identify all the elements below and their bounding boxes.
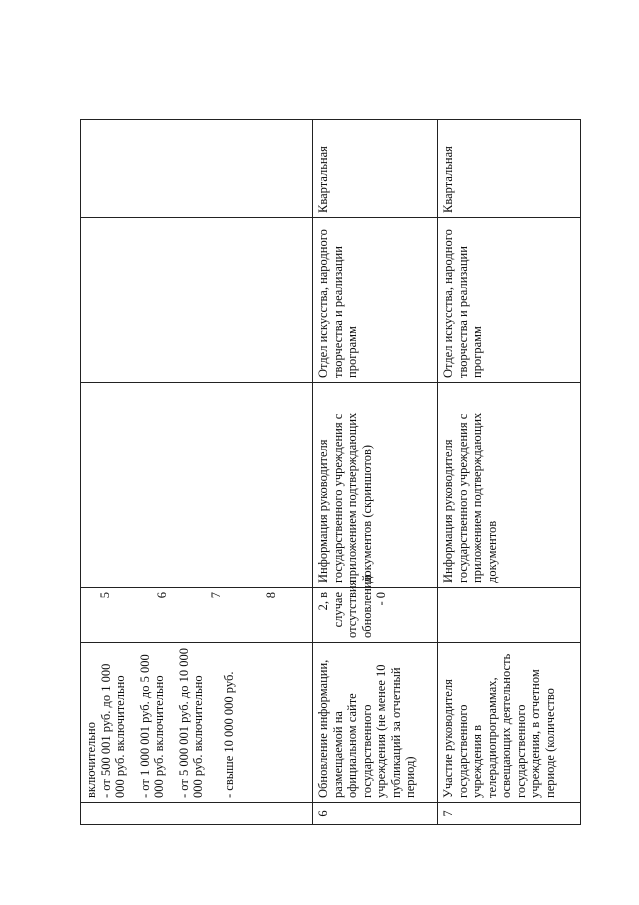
source-text: Информация руководителя государственного учреждения с приложением подтверждающих документов <box>438 383 581 588</box>
responsible-text: Отдел искусства, народного творчества и реализации программ <box>313 218 438 383</box>
table-row-6 <box>313 120 438 825</box>
source-text: Информация руководителя государственного учреждения с приложением подтверждающих документов (скриншотов) <box>313 383 438 588</box>
score-text: 2, в случае отсутствия обновлений - 0 <box>313 588 438 643</box>
row-number: 6 <box>313 803 438 825</box>
period-text: Квартальная <box>313 120 438 218</box>
criteria-line: - от 500 001 руб. до 1 000 000 руб. включительно <box>98 663 127 798</box>
criteria-line: - от 5 000 001 руб. до 10 000 000 руб. включительно <box>176 648 205 798</box>
criterion-text: Участие руководителя государственного учреждения в телерадиопрограммах, освещающих деятельность государственного учреждения, в отчетном периоде (количество <box>438 643 581 803</box>
rotated-table-page <box>80 120 580 825</box>
score-value: 8 <box>263 592 278 599</box>
score-text <box>438 588 581 643</box>
criteria-line: включительно <box>84 722 98 798</box>
table-row-continued <box>81 120 313 825</box>
source-cell <box>81 383 313 588</box>
criteria-line: - свыше 10 000 000 руб. <box>221 671 236 798</box>
criteria-table <box>80 119 581 825</box>
criteria-line: - от 1 000 001 руб. до 5 000 000 руб. включительно <box>137 654 166 798</box>
responsible-text: Отдел искусства, народного творчества и реализации программ <box>438 218 581 383</box>
score-value: 6 <box>154 592 169 599</box>
score-value: 7 <box>209 592 223 599</box>
score-cell <box>81 588 313 643</box>
row-number: 7 <box>438 803 581 825</box>
table-row-7 <box>438 120 581 825</box>
period-cell <box>81 120 313 218</box>
period-text: Квартальная <box>438 120 581 218</box>
criterion-text: Обновление информации, размещаемой на официальном сайте государственного учреждения (не менее 10 публикаций за отчетный период) <box>313 643 438 803</box>
row-number-cell <box>81 803 313 825</box>
score-value: 5 <box>98 592 112 599</box>
responsible-cell <box>81 218 313 383</box>
criteria-cell <box>81 643 313 803</box>
